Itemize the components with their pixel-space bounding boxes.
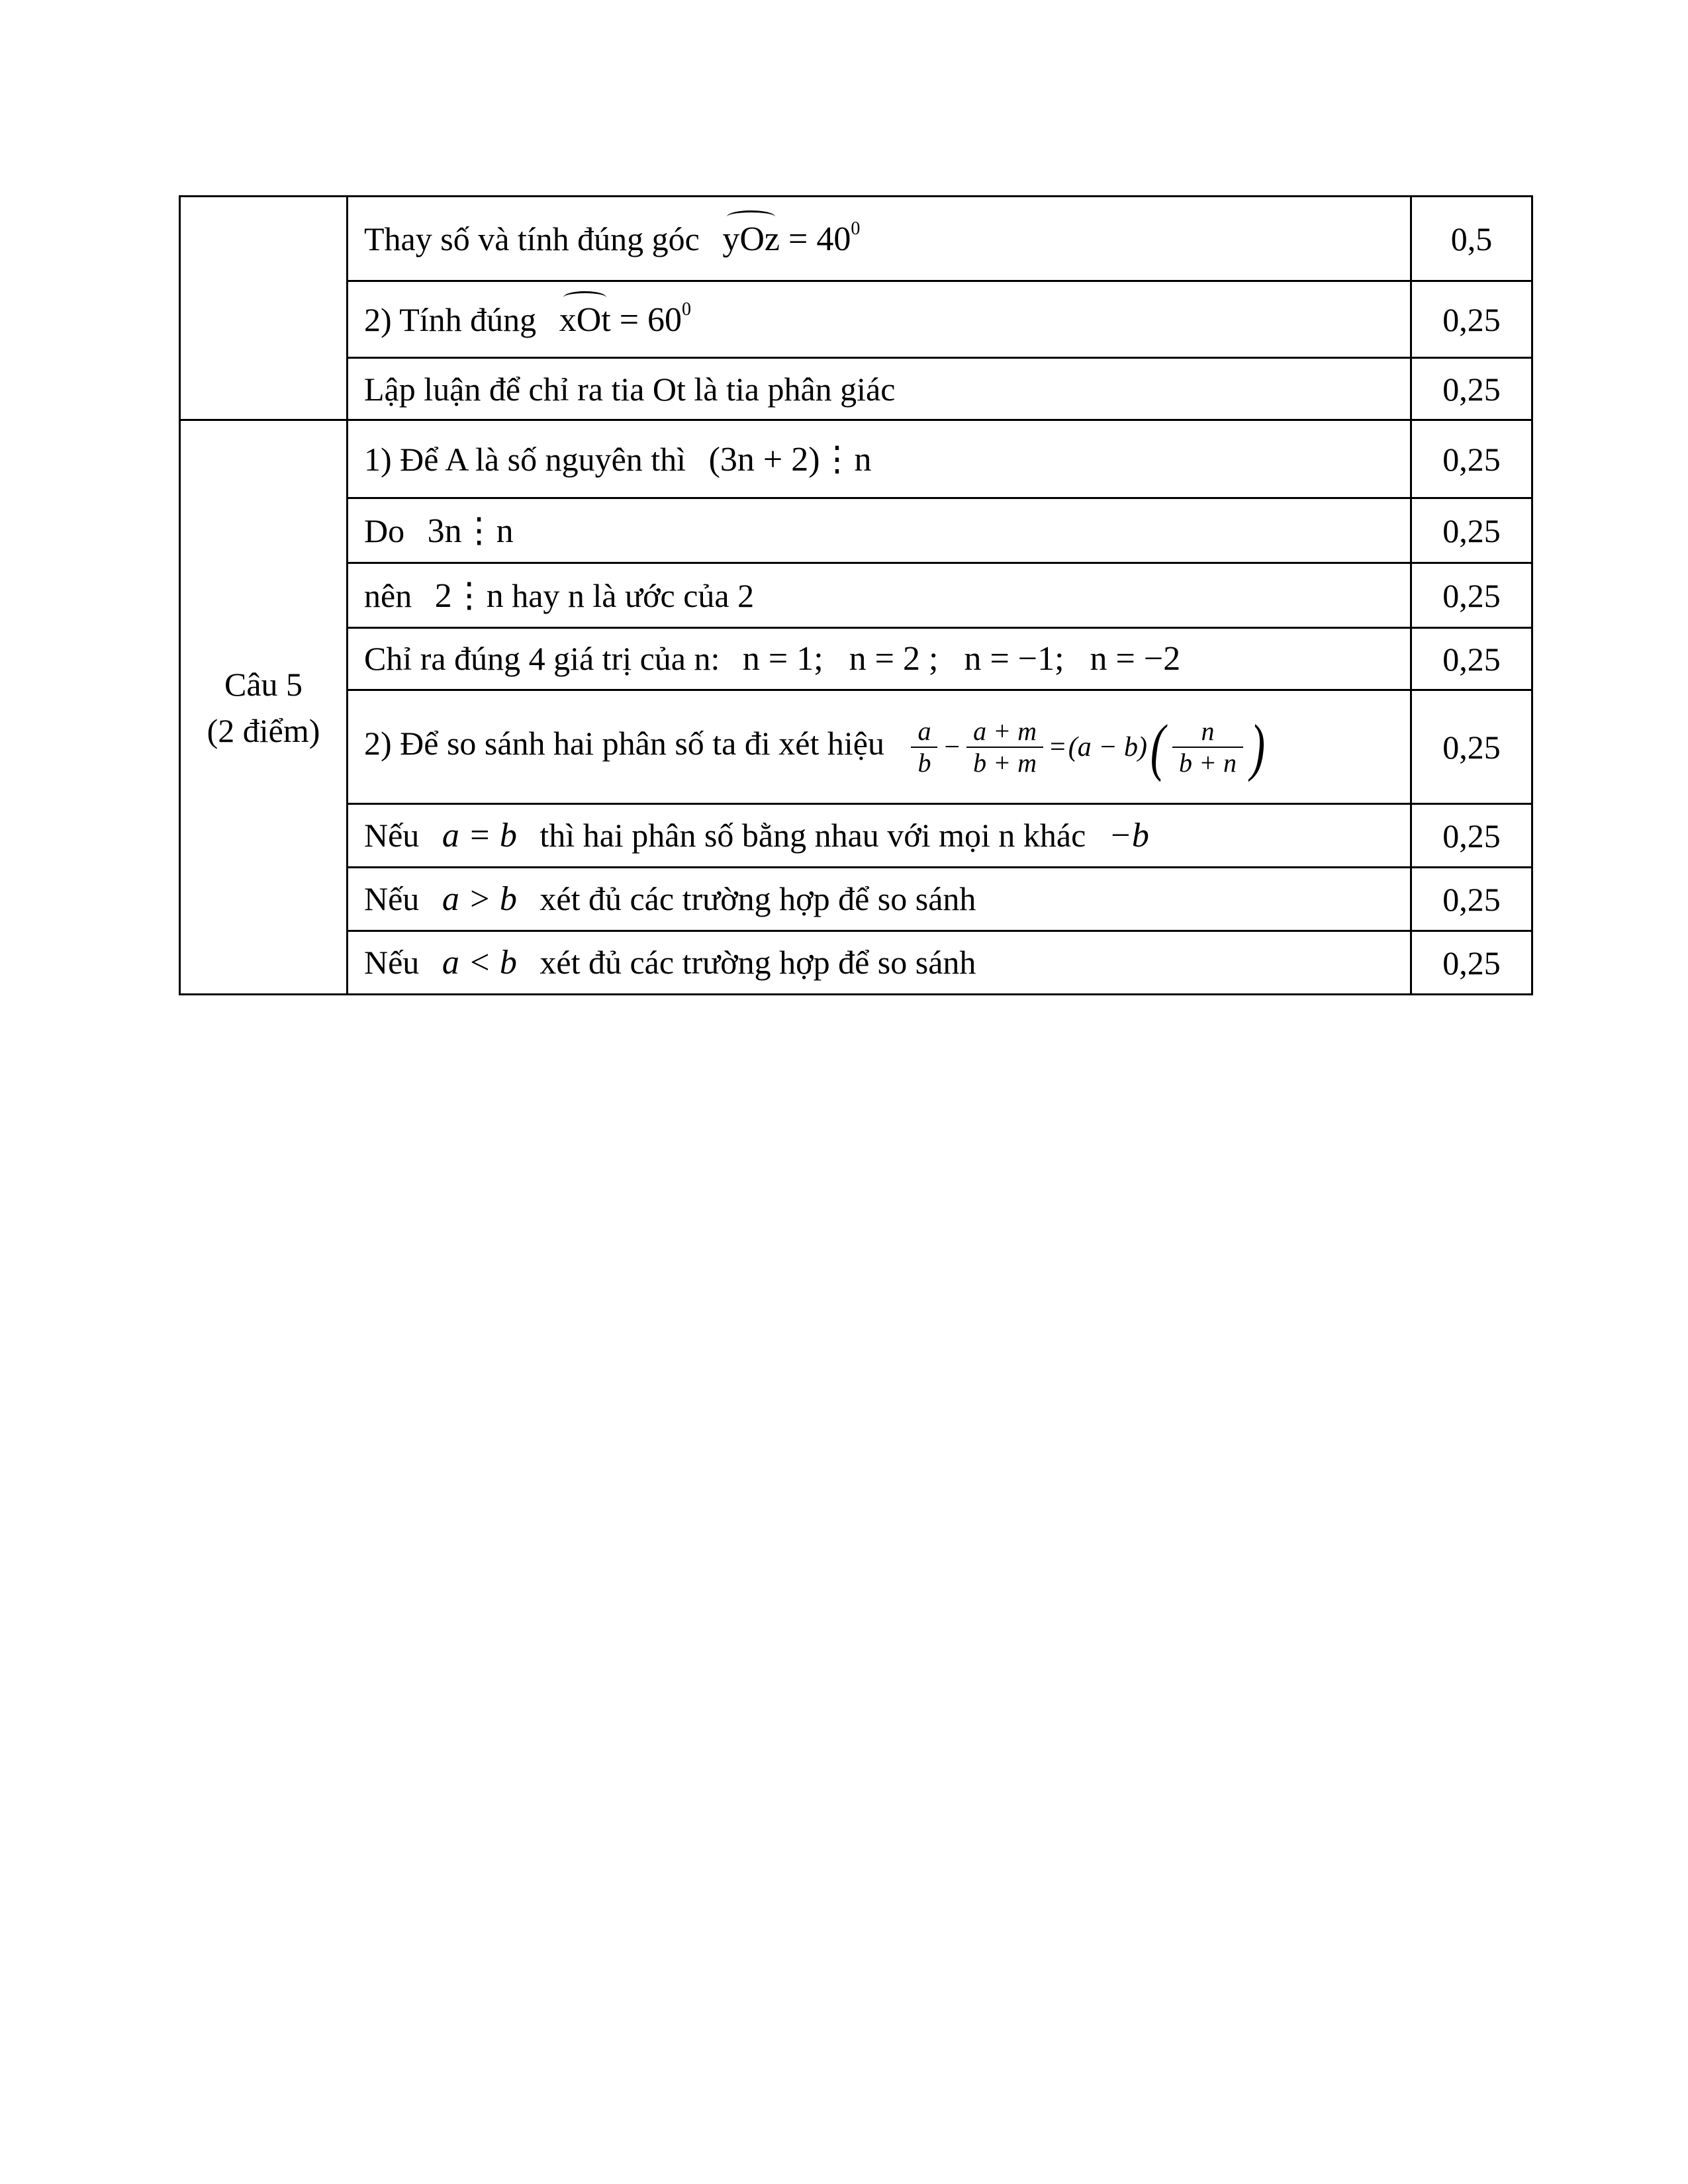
table-row xyxy=(180,197,1532,281)
table-row xyxy=(180,358,1532,420)
score-cell: 0,25 xyxy=(1411,563,1532,628)
left-paren: ( xyxy=(1150,711,1166,782)
table-row xyxy=(180,498,1532,563)
grading-table xyxy=(179,195,1533,995)
question-points: (2 điểm) xyxy=(207,711,320,749)
score-cell: 0,25 xyxy=(1411,420,1532,498)
criteria-cell: Nếu a < b xét đủ các trường hợp để so sánh xyxy=(348,931,1411,995)
condition-expression: a > b xyxy=(442,880,517,918)
criteria-cell: 1) Để A là số nguyên thì (3n + 2)⋮n xyxy=(348,420,1411,498)
criteria-cell: Chỉ ra đúng 4 giá trị của n: n = 1; n = 2 ; n = −1; n = −2 xyxy=(348,628,1411,690)
score-cell: 0,25 xyxy=(1411,931,1532,995)
score-cell: 0,25 xyxy=(1411,498,1532,563)
score-cell: 0,25 xyxy=(1411,358,1532,420)
condition-expression: a < b xyxy=(442,944,517,981)
angle-hat: yOz xyxy=(722,220,780,258)
score-cell: 0,25 xyxy=(1411,868,1532,931)
angle-expression: xOt = $60^0$ xyxy=(559,299,692,339)
score-cell: 0,25 xyxy=(1411,690,1532,804)
condition-expression: a = b xyxy=(442,817,517,854)
table-row xyxy=(180,281,1532,358)
score-cell: 0,5 xyxy=(1411,197,1532,281)
criteria-cell: 2) Để so sánh hai phân số ta đi xét hiệu $\frac{a}{b}$ − $\frac{a + m}{b + m}$ = (a − b) ( $\frac{n}{b + n}$ ) xyxy=(348,690,1411,804)
divisibility-expression: (3n + 2)⋮n xyxy=(708,440,872,478)
question-cell-previous xyxy=(180,197,348,420)
divisibility-expression: 3n⋮n xyxy=(427,512,514,550)
values-list: n = 1; n = 2 ; n = −1; n = −2 xyxy=(742,640,1181,678)
difference-formula: $\frac{a}{b}$ − $\frac{a + m}{b + m}$ = (a − b) ( $\frac{n}{b + n}$ ) xyxy=(907,710,1268,784)
table-row xyxy=(180,563,1532,628)
table-row xyxy=(180,804,1532,868)
criteria-cell: Thay số và tính đúng góc yOz = $40^0$ xyxy=(348,197,1411,281)
score-cell: 0,25 xyxy=(1411,804,1532,868)
table-row xyxy=(180,868,1532,931)
excluded-value: −b xyxy=(1108,817,1149,854)
table-row xyxy=(180,420,1532,498)
fraction-am-over-bm: $\frac{a + m}{b + m}$ xyxy=(966,716,1043,778)
criteria-cell: 2) Tính đúng xOt = $60^0$ xyxy=(348,281,1411,358)
right-paren: ) xyxy=(1250,711,1266,782)
table-row xyxy=(180,931,1532,995)
fraction-a-over-b: $\frac{a}{b}$ xyxy=(911,716,937,778)
factor-a-minus-b: (a − b) xyxy=(1068,731,1148,762)
criteria-cell: Lập luận để chỉ ra tia Ot là tia phân giác xyxy=(348,358,1411,420)
table-row xyxy=(180,628,1532,690)
criteria-cell: Nếu a = b thì hai phân số bằng nhau với mọi n khác −b xyxy=(348,804,1411,868)
divisibility-expression: 2⋮n xyxy=(434,576,504,615)
table-row xyxy=(180,690,1532,804)
criteria-cell: Do 3n⋮n xyxy=(348,498,1411,563)
fraction-n-over-bn: $\frac{n}{b + n}$ xyxy=(1172,716,1243,778)
question-title: Câu 5 xyxy=(224,665,303,703)
criteria-cell: Nếu a > b xét đủ các trường hợp để so sánh xyxy=(348,868,1411,931)
criteria-cell: nên 2⋮n hay n là ước của 2 xyxy=(348,563,1411,628)
score-cell: 0,25 xyxy=(1411,628,1532,690)
angle-hat: xOt xyxy=(559,301,611,339)
question-cell xyxy=(180,420,348,995)
angle-expression: yOz = $40^0$ xyxy=(722,218,861,258)
score-cell: 0,25 xyxy=(1411,281,1532,358)
